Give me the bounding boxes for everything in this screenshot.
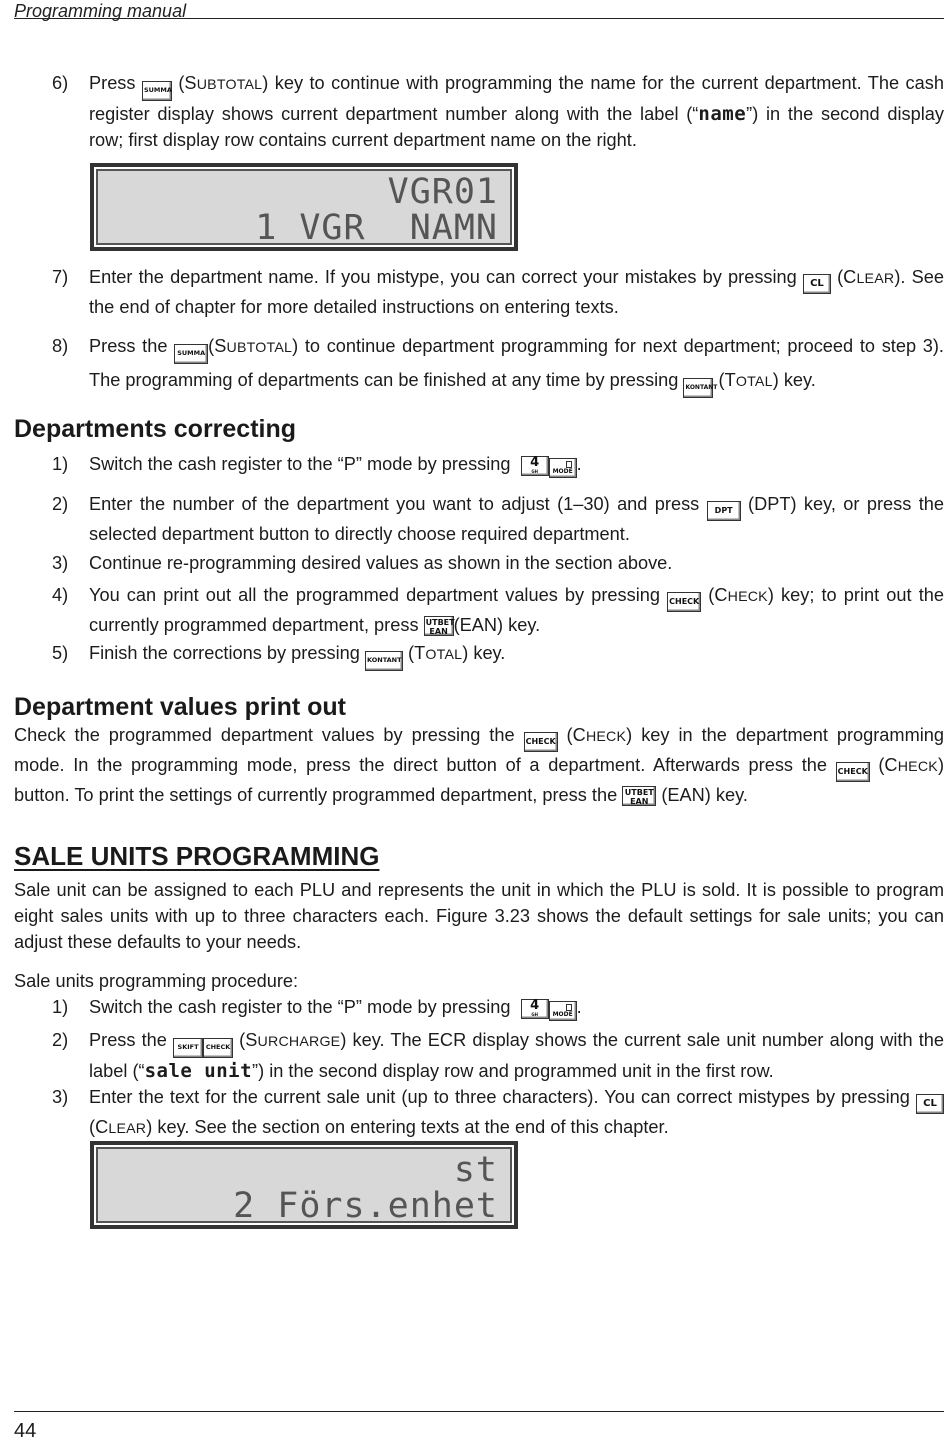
kontant-key-icon: KONTANT: [683, 378, 713, 398]
utbet-ean-key-icon: UTBET EAN: [425, 618, 455, 636]
lcd-display-department: [90, 163, 518, 251]
step-text: You can print out all the programmed department values by pressing: [89, 585, 660, 605]
surcharge-label: SURCHARGE: [245, 1030, 341, 1050]
step-number: 3): [52, 553, 69, 573]
kontant-key-icon: KONTANT: [365, 651, 403, 671]
running-header: Programming manual: [14, 1, 187, 21]
step-number: 5): [52, 643, 69, 663]
step-text: to continue department programming for next department; proceed to step 3). The programming of departments can be finished at any time by pressing: [89, 336, 944, 390]
step-text: ”) in the second display row and programmed unit in the first row.: [252, 1061, 774, 1081]
step-number: 6): [52, 73, 69, 93]
clear-label: CLEAR: [95, 1117, 147, 1137]
correct-step-2: [52, 491, 944, 547]
key-4-icon: 4 GH: [521, 456, 549, 476]
lcd-row-1: VGR01: [387, 172, 498, 212]
step-text: Switch the cash register to the “P” mode by pressing: [89, 454, 511, 474]
step-text: key; to print out the currently programmed department, press: [89, 585, 944, 635]
step-text: Finish the corrections by pressing: [89, 643, 360, 663]
sale-step-2: 2) Press the SKIFT CHECK (SURCHARGE) key. The ECR display shows the current sale unit number along with the label (“sale unit”) in the second display row and programmed unit in the first row.: [52, 1027, 944, 1084]
skift-key-icon: SKIFT: [173, 1038, 203, 1058]
step-text: ”) in the second display row; first display row contains current department name on the right.: [89, 104, 944, 150]
sale-step-3: 3) Enter the text for the current sale unit (up to three characters). You can correct mistypes by pressing CL (CLEAR) key. See the section on entering texts at the end of this chapter.: [52, 1084, 944, 1142]
mode-symbol-icon: [566, 1004, 572, 1011]
correct-step-4: 4) You can print out all the programmed department values by pressing CHECK (CHECK) key; to print out the currently programmed department, press UTBET EAN (EAN) key.: [52, 582, 944, 638]
step-number: 2): [52, 494, 69, 514]
check-label: CHECK: [714, 585, 768, 605]
total-label: TOTAL: [724, 370, 773, 390]
subtotal-label: SUBTOTAL: [184, 73, 263, 93]
paragraph-text: (EAN) key.: [661, 785, 748, 805]
step-text: (EAN) key.: [453, 615, 541, 635]
lcd-row-1: st: [453, 1150, 498, 1190]
step-text: key.: [783, 370, 816, 390]
lcd-display-sale-unit: [90, 1141, 518, 1229]
lcd-row-2: 2 Förs.enhet: [233, 1186, 498, 1226]
lcd-label-name: name: [698, 103, 747, 125]
sale-units-procedure-label: Sale units programming procedure:: [14, 971, 299, 991]
clear-label: CLEAR: [843, 267, 895, 287]
check-key-icon: CHECK: [524, 732, 558, 752]
mode-key-icon: MODE: [549, 1001, 577, 1021]
check-key-icon: CHECK: [203, 1038, 233, 1058]
lcd-row-2: 1 VGR NAMN: [255, 208, 498, 248]
footer-rule: [14, 1411, 944, 1412]
check-key-icon: CHECK: [667, 592, 701, 612]
summa-key-icon: SUMMA: [142, 81, 172, 101]
step-text: (DPT) key, or press the selected department button to directly choose required department.: [89, 494, 944, 544]
step-number: 2): [52, 1030, 69, 1050]
sale-units-intro: Sale unit can be assigned to each PLU and represents the unit in which the PLU is sold. It is possible to program eight sales units with up to three characters each. Figure 3.23 shows the default settings for sale units; you can adjust these defaults to your needs.: [14, 880, 944, 952]
step-text: Enter the text for the current sale unit (up to three characters). You can correct mistypes by pressing: [89, 1087, 910, 1107]
correct-step-5: 5) Finish the corrections by pressing KONTANT (TOTAL) key.: [52, 640, 944, 671]
cl-key-icon: CL: [916, 1094, 944, 1114]
step-text: key. The ECR display shows the current sale unit number along with the label (“: [89, 1030, 944, 1081]
step-text: . See the end of chapter for more detailed instructions on entering texts.: [89, 267, 944, 317]
step-text: Switch the cash register to the “P” mode by pressing: [89, 997, 511, 1017]
section-heading-department-print-out: Department values print out: [14, 693, 346, 721]
dept-print-paragraph: Check the programmed department values by pressing the CHECK (CHECK) key in the department programming mode. In the programming mode, press the direct button of a department. Afterwards press the CHECK (CHECK) button. To print the settings of currently programmed department, press the UTBET EAN (EAN) key.: [14, 725, 944, 806]
step-number: 1): [52, 997, 69, 1017]
step-text: Press: [89, 73, 136, 93]
utbet-ean-key-icon: UTBET EAN: [622, 786, 656, 806]
step-text: Press the: [89, 1030, 167, 1050]
step-text: key to continue with programming the name for the current department. The cash register display shows current department number along with the label (“: [89, 73, 944, 124]
mode-key-icon: MODE: [549, 458, 577, 478]
key-4-icon: 4 GH: [521, 999, 549, 1019]
section-heading-sale-units: SALE UNITS PROGRAMMING: [14, 841, 380, 871]
step-number: 8): [52, 336, 69, 356]
step-number: 4): [52, 585, 69, 605]
dpt-key-icon: DPT: [707, 501, 741, 521]
step-text: Enter the department name. If you mistype, you can correct your mistakes by pressing: [89, 267, 797, 287]
paragraph-text: button. To print the settings of currently programmed department, press the: [14, 785, 618, 805]
step-text: Continue re-programming desired values as shown in the section above.: [89, 553, 673, 573]
step-number: 7): [52, 267, 69, 287]
step-number: 1): [52, 454, 69, 474]
sale-step-1: 1) Switch the cash register to the “P” mode by pressing 4 GH MODE .: [52, 994, 944, 1021]
check-label: CHECK: [884, 755, 938, 775]
page-number: 44: [14, 1420, 37, 1442]
paragraph-text: key in the department programming mode. In the programming mode, press the direct button of a department. Afterwards press the: [14, 725, 944, 775]
step-text: Press the: [89, 336, 168, 356]
section-heading-departments-correcting: Departments correcting: [14, 415, 297, 443]
summa-key-icon: SUMMA: [174, 344, 208, 364]
paragraph-text: Check the programmed department values by pressing the: [14, 725, 515, 745]
step-text: key.: [473, 643, 506, 663]
correct-step-3: [52, 550, 944, 576]
dept-step-6: 6) Press SUMMA (SUBTOTAL) key to continue with programming the name for the current department. The cash register display shows current department number along with the label (“name”) in the second display row; first display row contains current department name on the right.: [52, 70, 944, 153]
step-text: key. See the section on entering texts at the end of this chapter.: [157, 1117, 669, 1137]
subtotal-label: SUBTOTAL: [214, 336, 293, 356]
total-label: TOTAL: [414, 643, 463, 663]
dept-step-8: 8) Press the SUMMA (SUBTOTAL) to continue department programming for next department; proceed to step 3). The programming of departments can be finished at any time by pressing KONTANT (TOTAL) key.: [52, 330, 944, 398]
step-number: 3): [52, 1087, 69, 1107]
dept-step-7: 7) Enter the department name. If you mistype, you can correct your mistakes by pressing CL (CLEAR). See the end of chapter for more detailed instructions on entering texts.: [52, 264, 944, 320]
correct-step-1: 1) Switch the cash register to the “P” mode by pressing 4 GH MODE .: [52, 451, 944, 478]
cl-key-icon: CL: [803, 274, 831, 294]
header-rule: [14, 18, 944, 19]
lcd-label-sale-unit: sale unit: [144, 1060, 253, 1082]
check-label: CHECK: [572, 725, 627, 745]
check-key-icon: CHECK: [836, 762, 870, 782]
step-text: Enter the number of the department you want to adjust (1–30) and press: [89, 494, 700, 514]
mode-symbol-icon: [566, 461, 572, 468]
